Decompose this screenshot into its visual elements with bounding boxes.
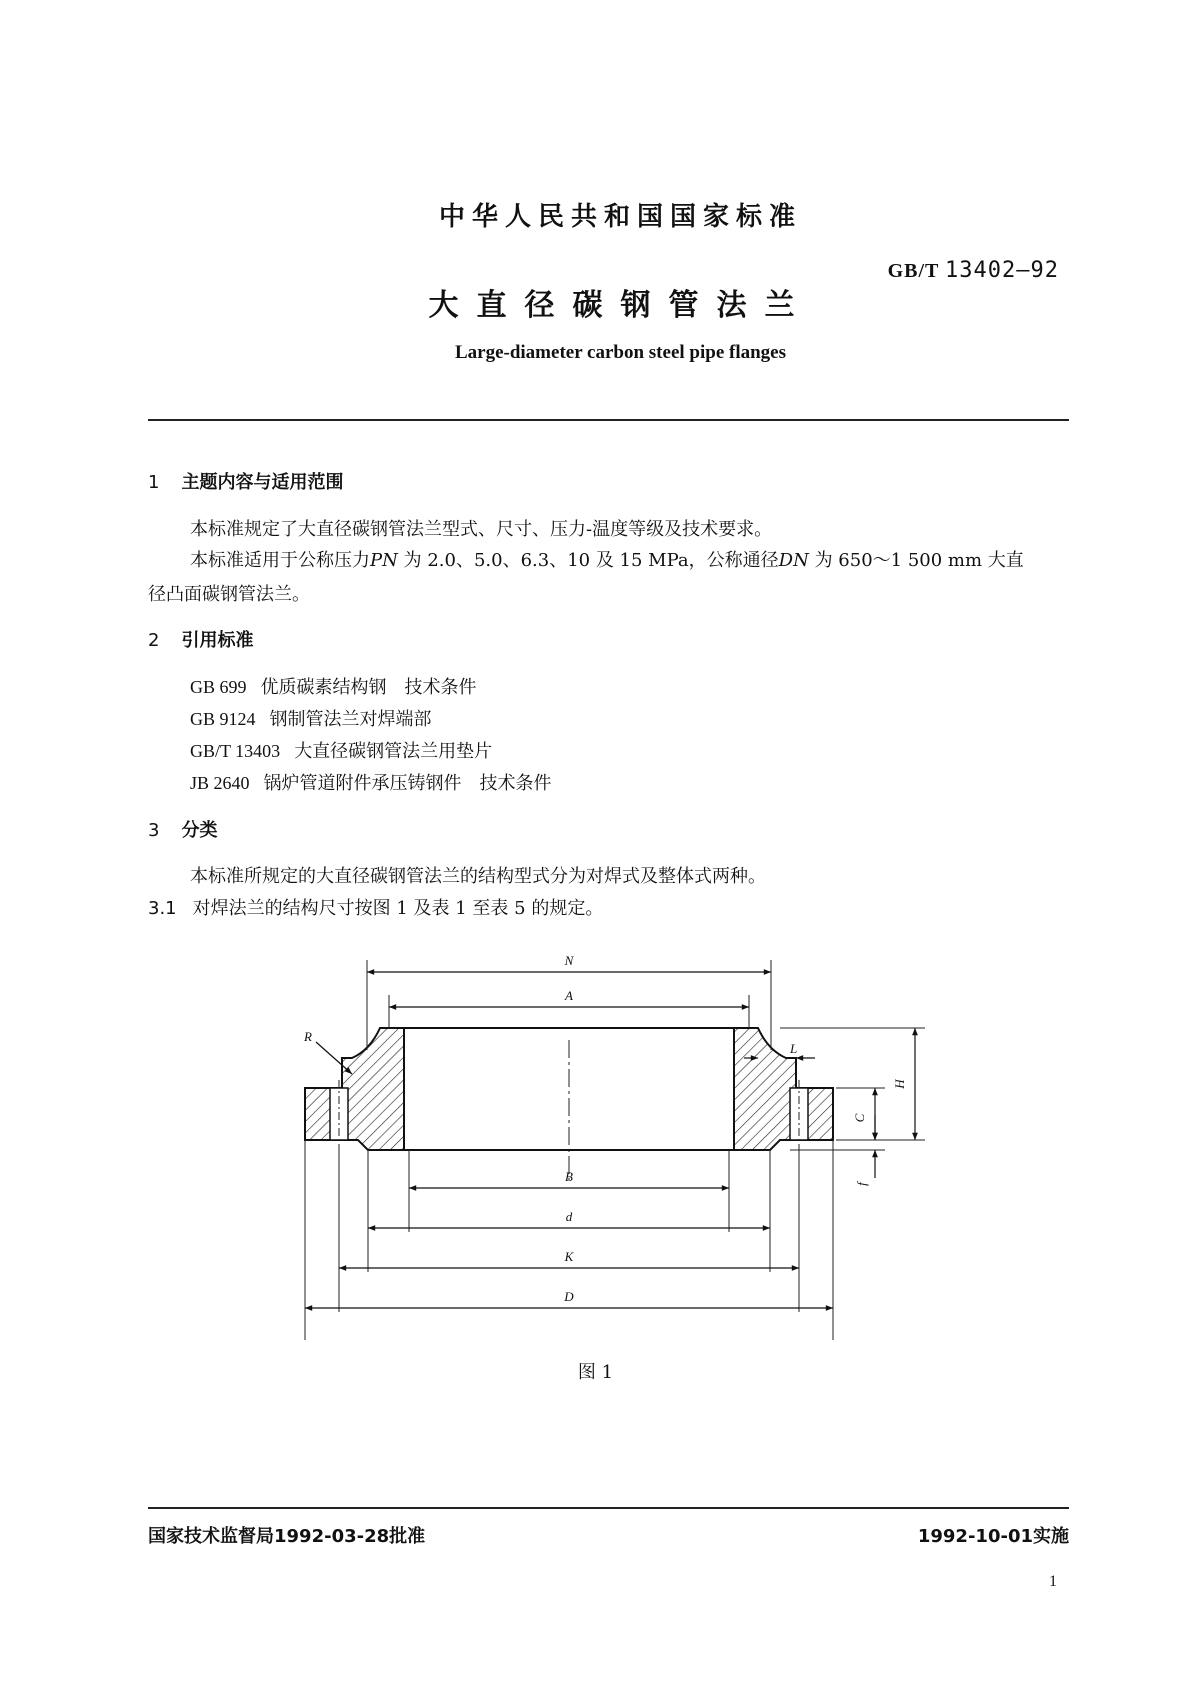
radius-r-label: R	[304, 1029, 312, 1044]
dimension-h-label: H	[892, 1079, 907, 1089]
reference-code: GB 9124	[190, 709, 256, 729]
section-1-paragraph-2-continued: 径凸面碳钢管法兰。	[148, 584, 310, 605]
dimension-d-large-label: D	[564, 1289, 574, 1304]
p2-text-c: 为 650～1 500 mm 大直	[814, 550, 1024, 571]
title-english: Large-diameter carbon steel pipe flanges	[454, 342, 787, 363]
section-2-heading	[148, 626, 253, 652]
subsection-3-1-number: 3.1	[148, 898, 177, 919]
reference-item	[190, 673, 477, 699]
dimension-n-label: N	[564, 953, 574, 968]
dimension-c-label: C	[852, 1113, 867, 1123]
reference-text: 优质碳素结构钢 技术条件	[260, 677, 477, 698]
subsection-3-1-text: 对焊法兰的结构尺寸按图 1 及表 1 至表 5 的规定。	[192, 898, 604, 919]
standard-code-number: 13402—92	[945, 258, 1059, 283]
standard-code-prefix: GB/T	[887, 260, 940, 282]
section-2-number: 2	[148, 630, 160, 651]
reference-text: 大直径碳钢管法兰用垫片	[294, 741, 493, 762]
section-1-paragraph-2	[190, 546, 1070, 576]
section-1-number: 1	[148, 472, 160, 493]
reference-code: GB 699	[190, 677, 247, 697]
p2-text-a: 本标准适用于公称压力	[190, 550, 370, 571]
reference-code: JB 2640	[190, 773, 250, 793]
reference-item	[190, 769, 552, 795]
p2-text-b: 为 2.0、5.0、6.3、10 及 15 MPa，公称通径	[403, 550, 779, 571]
subsection-3-1	[148, 894, 603, 920]
dimension-a-label: A	[565, 988, 573, 1003]
right-flange-section	[734, 1028, 833, 1150]
dimension-l-label: L	[790, 1041, 798, 1056]
section-2-title: 引用标准	[181, 630, 254, 651]
section-3-heading	[148, 816, 217, 842]
section-1-heading	[148, 468, 343, 494]
reference-code: GB/T 13403	[190, 741, 281, 761]
dimension-b-label: B	[565, 1169, 573, 1184]
reference-item	[190, 737, 492, 763]
approval-statement: 国家技术监督局1992-03-28批准	[148, 1526, 426, 1547]
reference-text: 锅炉管道附件承压铸钢件 技术条件	[263, 773, 552, 794]
dimension-d-small-label: d	[565, 1209, 573, 1224]
top-divider	[148, 419, 1069, 421]
section-3-number: 3	[148, 820, 160, 841]
figure-caption: 图 1	[577, 1362, 614, 1383]
national-standard-heading: 中华人民共和国国家标准	[438, 202, 802, 232]
effective-date: 1992-10-01实施	[917, 1526, 1069, 1547]
section-1-title: 主题内容与适用范围	[181, 472, 344, 493]
title-chinese: 大直径碳钢管法兰	[428, 288, 813, 323]
p2-dn: DN	[778, 550, 809, 571]
reference-item	[190, 705, 432, 731]
section-1-paragraph-1: 本标准规定了大直径碳钢管法兰型式、尺寸、压力-温度等级及技术要求。	[190, 519, 773, 540]
section-3-paragraph-1: 本标准所规定的大直径碳钢管法兰的结构型式分为对焊式及整体式两种。	[190, 866, 766, 887]
section-3-title: 分类	[181, 820, 218, 841]
reference-text: 钢制管法兰对焊端部	[269, 709, 432, 730]
dimension-k-label: K	[564, 1249, 574, 1264]
left-flange-section	[305, 1028, 404, 1150]
page-number: 1	[1049, 1573, 1057, 1590]
flange-drawing	[0, 940, 1191, 1340]
p2-pn: PN	[370, 550, 398, 571]
bottom-divider	[148, 1507, 1069, 1509]
dimension-f-label: f	[854, 1182, 869, 1186]
